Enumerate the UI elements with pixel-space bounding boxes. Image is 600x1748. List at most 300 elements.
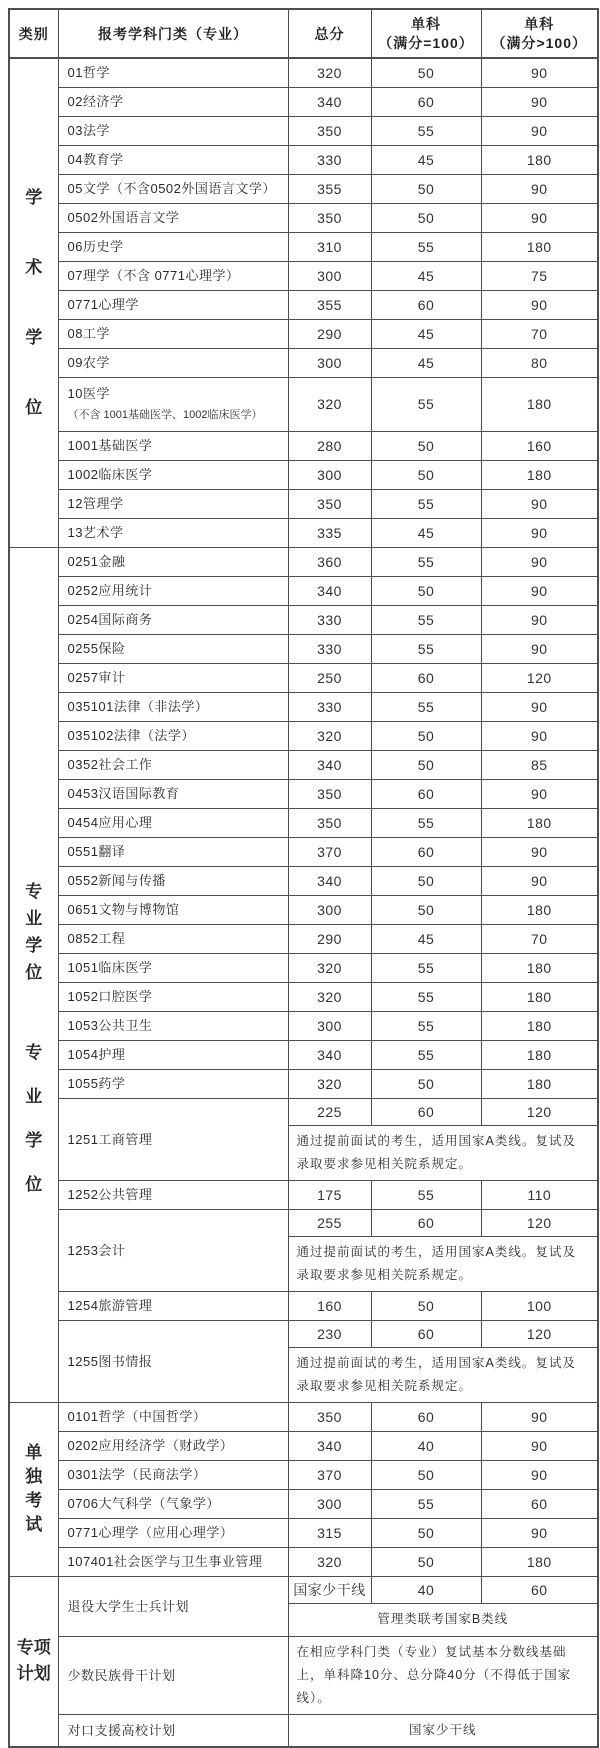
single-eq100-cell: 55: [371, 377, 481, 431]
single-gt100-cell: 180: [481, 1069, 598, 1098]
single-gt100-cell: 90: [481, 605, 598, 634]
subject-cell: [58, 1636, 288, 1714]
note-cell: 通过提前面试的考生，适用国家A类线。复试及录取要求参见相关院系规定。: [288, 1347, 598, 1402]
subject-cell: [58, 319, 288, 348]
single-eq100-cell: 55: [371, 692, 481, 721]
table-row: [9, 1636, 598, 1714]
single-gt100-cell: 90: [481, 692, 598, 721]
total-cell: 320: [288, 58, 371, 87]
subject-name: 1255图书情报: [67, 1353, 153, 1369]
total-cell: 300: [288, 1489, 371, 1518]
table-body: [9, 58, 598, 1747]
total-cell: 340: [288, 750, 371, 779]
table-row: [9, 895, 598, 924]
category-label-block: [10, 1044, 58, 1194]
subject-cell: [58, 750, 288, 779]
subject-cell: [58, 605, 288, 634]
subject-name: 1252公共管理: [67, 1187, 153, 1202]
table-row: [9, 721, 598, 750]
single-eq100-cell: 55: [371, 953, 481, 982]
subject-name: 少数民族骨干计划: [67, 1667, 176, 1683]
total-cell: 250: [288, 663, 371, 692]
table-row: [9, 261, 598, 290]
total-cell: 340: [288, 87, 371, 116]
subject-cell: [58, 348, 288, 377]
single-gt100-cell: 90: [481, 634, 598, 663]
subject-cell: [58, 290, 288, 319]
total-cell: 320: [288, 982, 371, 1011]
subject-cell: [58, 692, 288, 721]
single-gt100-cell: 120: [481, 1320, 598, 1347]
subject-name: 1254旅游管理: [67, 1298, 153, 1313]
total-cell: 255: [288, 1209, 371, 1236]
subject-cell: [58, 431, 288, 460]
total-cell: 300: [288, 261, 371, 290]
subject-name: 05文学（不含0502外国语言文学）: [67, 181, 276, 196]
subject-cell: [58, 145, 288, 174]
single-gt100-cell: 90: [481, 721, 598, 750]
single-eq100-cell: 55: [371, 1011, 481, 1040]
single-gt100-cell: 180: [481, 232, 598, 261]
subject-name: 0453汉语国际教育: [67, 786, 180, 801]
single-eq100-cell: 50: [371, 1518, 481, 1547]
table-row: [9, 634, 598, 663]
subject-cell: [58, 1040, 288, 1069]
single-eq100-cell: 40: [371, 1431, 481, 1460]
single-gt100-cell: 60: [481, 1489, 598, 1518]
table-row: [9, 431, 598, 460]
subject-name: 0502外国语言文学: [67, 210, 180, 225]
table-row: [9, 518, 598, 547]
subject-cell: [58, 1209, 288, 1291]
subject-name: 1251工商管理: [67, 1131, 153, 1147]
total-cell: 160: [288, 1291, 371, 1320]
single-gt100-cell: 160: [481, 431, 598, 460]
subject-name: 1002临床医学: [67, 467, 153, 482]
single-gt100-cell: 90: [481, 1460, 598, 1489]
single-eq100-cell: 55: [371, 1489, 481, 1518]
subject-name: 0101哲学（中国哲学）: [67, 1409, 207, 1424]
single-eq100-cell: 55: [371, 1180, 481, 1209]
table-row: [9, 116, 598, 145]
table-row: [9, 1209, 598, 1236]
total-cell: 320: [288, 953, 371, 982]
subject-cell: [58, 377, 288, 431]
single-eq100-cell: 50: [371, 576, 481, 605]
header-total: 总分: [288, 9, 371, 58]
table-row: [9, 1098, 598, 1125]
category-label-line: 专: [25, 1043, 43, 1062]
single-gt100-cell: 90: [481, 203, 598, 232]
table-row: [9, 779, 598, 808]
category-label-line: 学: [25, 187, 43, 207]
category-label-line: 位: [25, 1175, 43, 1194]
single-eq100-cell: 50: [371, 58, 481, 87]
total-cell: 340: [288, 1431, 371, 1460]
table-row: [9, 866, 598, 895]
table-row: [9, 837, 598, 866]
single-eq100-cell: 55: [371, 547, 481, 576]
single-eq100-cell: 60: [371, 663, 481, 692]
table-row: [9, 750, 598, 779]
subject-cell: [58, 576, 288, 605]
header-row: [9, 9, 598, 58]
table-row: [9, 1291, 598, 1320]
subject-cell: [58, 1011, 288, 1040]
table-row: [9, 489, 598, 518]
total-cell: 国家少干线: [288, 1576, 371, 1603]
subject-cell: [58, 953, 288, 982]
single-eq100-cell: 55: [371, 605, 481, 634]
category-label-line: 位: [25, 397, 43, 417]
single-eq100-cell: 40: [371, 1576, 481, 1603]
table-row: [9, 692, 598, 721]
total-cell: 330: [288, 145, 371, 174]
subject-name: 08工学: [67, 326, 110, 341]
merged-note-cell: 在相应学科门类（专业）复试基本分数线基础上，单科降10分、总分降40分（不得低于国家线）。: [288, 1636, 598, 1714]
subject-cell: [58, 174, 288, 203]
subject-cell: [58, 1098, 288, 1180]
subject-name: 0251金融: [67, 554, 126, 569]
subject-name: 1054护理: [67, 1047, 126, 1062]
table-row: [9, 1011, 598, 1040]
subject-cell: [58, 924, 288, 953]
note-cell: 管理类联考国家B类线: [288, 1603, 598, 1636]
subject-cell: [58, 489, 288, 518]
subject-cell: [58, 663, 288, 692]
single-gt100-cell: 80: [481, 348, 598, 377]
header-single-eq100: [371, 9, 481, 58]
subject-cell: [58, 721, 288, 750]
single-gt100-cell: 90: [481, 576, 598, 605]
total-cell: 370: [288, 1460, 371, 1489]
single-eq100-cell: 45: [371, 145, 481, 174]
table-row: [9, 1180, 598, 1209]
single-eq100-cell: 55: [371, 116, 481, 145]
single-eq100-cell: 55: [371, 232, 481, 261]
total-cell: 320: [288, 1069, 371, 1098]
table-row: [9, 605, 598, 634]
subject-name: 035102法律（法学）: [67, 728, 195, 743]
table-row: [9, 1320, 598, 1347]
merged-note-cell: 国家少干线: [288, 1714, 598, 1747]
single-eq100-cell: 45: [371, 319, 481, 348]
total-cell: 355: [288, 174, 371, 203]
subject-name: 01哲学: [67, 65, 110, 81]
total-cell: 225: [288, 1098, 371, 1125]
subject-name: 0706大气科学（气象学）: [67, 1496, 220, 1511]
total-cell: 335: [288, 518, 371, 547]
single-gt100-cell: 180: [481, 377, 598, 431]
table-row: [9, 377, 598, 431]
total-cell: 300: [288, 460, 371, 489]
single-gt100-cell: 90: [481, 1402, 598, 1431]
subject-name: 0771心理学: [67, 297, 139, 312]
subject-cell: [58, 837, 288, 866]
subject-name: 06历史学: [67, 239, 124, 254]
category-label-line: 计划: [16, 1664, 51, 1684]
single-gt100-cell: 90: [481, 290, 598, 319]
single-gt100-cell: 90: [481, 1431, 598, 1460]
table-row: [9, 1518, 598, 1547]
category-cell: [9, 547, 58, 1402]
category-cell: [9, 1576, 58, 1747]
total-cell: 310: [288, 232, 371, 261]
single-gt100-cell: 180: [481, 982, 598, 1011]
subject-cell: [58, 58, 288, 87]
single-gt100-cell: 90: [481, 1518, 598, 1547]
total-cell: 350: [288, 489, 371, 518]
subject-name: 0301法学（民商法学）: [67, 1467, 207, 1482]
total-cell: 290: [288, 924, 371, 953]
subject-cell: [58, 518, 288, 547]
subject-cell: [58, 1180, 288, 1209]
category-label-line: 专: [25, 882, 43, 901]
table-row: [9, 663, 598, 692]
subject-cell: [58, 634, 288, 663]
subject-cell: [58, 1402, 288, 1431]
single-gt100-cell: 70: [481, 924, 598, 953]
single-eq100-cell: 55: [371, 808, 481, 837]
table-row: [9, 145, 598, 174]
subject-cell: [58, 1460, 288, 1489]
subject-cell: [58, 1069, 288, 1098]
single-eq100-cell: 45: [371, 348, 481, 377]
table-row: [9, 319, 598, 348]
total-cell: 350: [288, 808, 371, 837]
subject-cell: [58, 808, 288, 837]
total-cell: 330: [288, 605, 371, 634]
single-eq100-cell: 55: [371, 634, 481, 663]
category-label-block: [10, 1444, 58, 1534]
header-category: 类别: [9, 9, 58, 58]
single-gt100-cell: 180: [481, 1040, 598, 1069]
category-label-line: 试: [25, 1515, 43, 1534]
table-row: [9, 1402, 598, 1431]
single-eq100-cell: 55: [371, 489, 481, 518]
single-gt100-cell: 180: [481, 1547, 598, 1576]
subject-name: 0254国际商务: [67, 612, 153, 627]
subject-cell: [58, 203, 288, 232]
single-gt100-cell: 90: [481, 58, 598, 87]
category-label-line: 术: [25, 257, 43, 277]
subject-name: 0255保险: [67, 641, 126, 656]
single-eq100-cell: 50: [371, 431, 481, 460]
header-single-eq100-line2: （满分=100）: [378, 34, 474, 51]
single-eq100-cell: 60: [371, 1209, 481, 1236]
category-label-line: 位: [25, 963, 43, 982]
single-eq100-cell: 50: [371, 460, 481, 489]
category-label-block: [10, 189, 58, 417]
single-eq100-cell: 60: [371, 1098, 481, 1125]
table-row: [9, 982, 598, 1011]
table-row: [9, 1489, 598, 1518]
total-cell: 350: [288, 1402, 371, 1431]
single-eq100-cell: 50: [371, 750, 481, 779]
table-row: [9, 1576, 598, 1603]
header-single-gt100: [481, 9, 598, 58]
subject-name: 0252应用统计: [67, 583, 153, 598]
subject-name: 1051临床医学: [67, 960, 153, 975]
table-row: [9, 924, 598, 953]
single-eq100-cell: 45: [371, 924, 481, 953]
subject-name: 0257审计: [67, 670, 126, 685]
single-eq100-cell: 45: [371, 518, 481, 547]
subject-cell: [58, 982, 288, 1011]
table-row: [9, 203, 598, 232]
single-gt100-cell: 60: [481, 1576, 598, 1603]
category-label-line: 专项: [16, 1638, 51, 1658]
table-row: [9, 58, 598, 87]
subject-name: 10医学: [67, 385, 110, 401]
single-gt100-cell: 70: [481, 319, 598, 348]
total-cell: 340: [288, 866, 371, 895]
single-gt100-cell: 120: [481, 1209, 598, 1236]
single-gt100-cell: 90: [481, 547, 598, 576]
subject-name: 1053公共卫生: [67, 1018, 153, 1033]
category-label-line: 学: [25, 936, 43, 955]
subject-cell: [58, 895, 288, 924]
subject-name: 09农学: [67, 355, 110, 370]
total-cell: 330: [288, 634, 371, 663]
admission-score-table: [8, 8, 599, 1748]
single-gt100-cell: 75: [481, 261, 598, 290]
table-row: [9, 1040, 598, 1069]
total-cell: 360: [288, 547, 371, 576]
table-row: [9, 348, 598, 377]
category-label-line: 业: [25, 1087, 43, 1106]
table-row: [9, 576, 598, 605]
table-row: [9, 290, 598, 319]
category-label-line: 学: [25, 327, 43, 347]
subject-cell: [58, 87, 288, 116]
total-cell: 350: [288, 779, 371, 808]
subject-cell: [58, 1431, 288, 1460]
subject-name: 02经济学: [67, 94, 124, 109]
table-row: [9, 953, 598, 982]
single-gt100-cell: 180: [481, 808, 598, 837]
single-eq100-cell: 50: [371, 1069, 481, 1098]
single-gt100-cell: 110: [481, 1180, 598, 1209]
table-row: [9, 87, 598, 116]
table-row: [9, 1431, 598, 1460]
total-cell: 340: [288, 576, 371, 605]
total-cell: 355: [288, 290, 371, 319]
subject-cell: [58, 1714, 288, 1747]
single-gt100-cell: 90: [481, 518, 598, 547]
single-gt100-cell: 90: [481, 866, 598, 895]
total-cell: 300: [288, 895, 371, 924]
header-single-eq100-line1: 单科: [411, 15, 441, 32]
header-single-gt100-line2: （满分>100）: [491, 34, 588, 51]
single-eq100-cell: 50: [371, 895, 481, 924]
subject-name: 1055药学: [67, 1076, 126, 1091]
single-gt100-cell: 180: [481, 1011, 598, 1040]
category-label-block: [10, 1639, 58, 1683]
subject-name: 12管理学: [67, 496, 124, 511]
table-row: [9, 808, 598, 837]
single-eq100-cell: 60: [371, 779, 481, 808]
note-cell: 通过提前面试的考生，适用国家A类线。复试及录取要求参见相关院系规定。: [288, 1125, 598, 1180]
subject-name: 0352社会工作: [67, 757, 153, 772]
subject-name: 1253会计: [67, 1242, 126, 1258]
total-cell: 350: [288, 203, 371, 232]
subject-cell: [58, 116, 288, 145]
subject-name: 13艺术学: [67, 525, 124, 540]
total-cell: 175: [288, 1180, 371, 1209]
total-cell: 320: [288, 377, 371, 431]
single-gt100-cell: 85: [481, 750, 598, 779]
total-cell: 350: [288, 116, 371, 145]
single-eq100-cell: 60: [371, 1402, 481, 1431]
total-cell: 330: [288, 692, 371, 721]
category-label-line: 考: [25, 1491, 43, 1510]
table-row: [9, 1069, 598, 1098]
category-label-line: 单: [25, 1443, 43, 1462]
single-eq100-cell: 50: [371, 203, 481, 232]
subject-cell: [58, 1489, 288, 1518]
single-gt100-cell: 100: [481, 1291, 598, 1320]
category-label-line: 业: [25, 909, 43, 928]
single-eq100-cell: 50: [371, 866, 481, 895]
subject-cell: [58, 779, 288, 808]
category-label-line: 独: [25, 1467, 43, 1486]
single-eq100-cell: 50: [371, 1291, 481, 1320]
single-eq100-cell: 55: [371, 1040, 481, 1069]
total-cell: 280: [288, 431, 371, 460]
subject-cell: [58, 232, 288, 261]
single-eq100-cell: 60: [371, 87, 481, 116]
subject-cell: [58, 1518, 288, 1547]
subject-name-line2: （不含 1001基础医学、1002临床医学）: [67, 408, 263, 421]
table-row: [9, 1547, 598, 1576]
subject-name: 03法学: [67, 123, 110, 138]
subject-name: 0852工程: [67, 931, 126, 946]
single-eq100-cell: 45: [371, 261, 481, 290]
total-cell: 300: [288, 348, 371, 377]
subject-name: 1001基础医学: [67, 438, 153, 453]
subject-cell: [58, 866, 288, 895]
subject-name: 0771心理学（应用心理学）: [67, 1525, 234, 1540]
single-gt100-cell: 180: [481, 895, 598, 924]
single-eq100-cell: 60: [371, 837, 481, 866]
single-gt100-cell: 120: [481, 663, 598, 692]
header-subject: 报考学科门类（专业）: [58, 9, 288, 58]
total-cell: 290: [288, 319, 371, 348]
single-eq100-cell: 50: [371, 1460, 481, 1489]
subject-name: 0454应用心理: [67, 815, 153, 830]
single-eq100-cell: 60: [371, 1320, 481, 1347]
subject-name: 退役大学生士兵计划: [67, 1598, 190, 1614]
subject-cell: [58, 261, 288, 290]
single-gt100-cell: 90: [481, 116, 598, 145]
total-cell: 340: [288, 1040, 371, 1069]
category-cell: [9, 58, 58, 547]
table-row: [9, 1714, 598, 1747]
subject-cell: [58, 1320, 288, 1402]
single-gt100-cell: 90: [481, 489, 598, 518]
total-cell: 315: [288, 1518, 371, 1547]
total-cell: 320: [288, 721, 371, 750]
total-cell: 300: [288, 1011, 371, 1040]
subject-name: 0551翻译: [67, 844, 126, 859]
table-row: [9, 1460, 598, 1489]
document-page: [0, 8, 600, 1748]
single-gt100-cell: 180: [481, 953, 598, 982]
single-gt100-cell: 90: [481, 174, 598, 203]
single-gt100-cell: 90: [481, 779, 598, 808]
single-gt100-cell: 180: [481, 145, 598, 174]
